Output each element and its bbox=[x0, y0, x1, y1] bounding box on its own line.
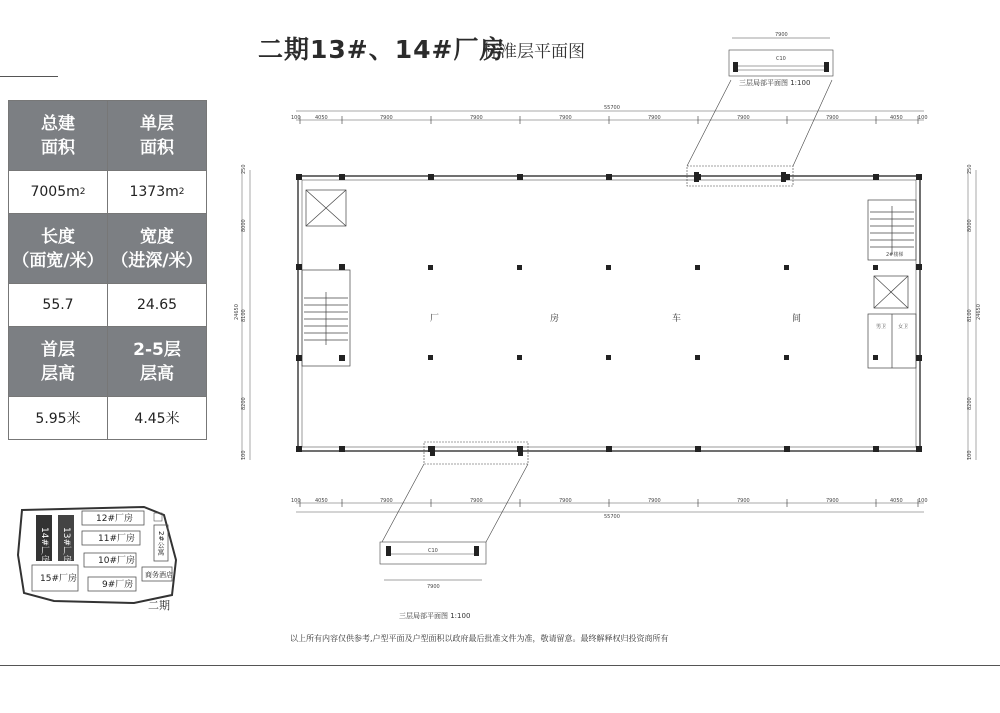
length-value: 55.7 bbox=[9, 284, 107, 326]
bottom-seg-0: 100 bbox=[291, 498, 301, 504]
upper-floor-height-value: 4.45米 bbox=[108, 397, 206, 439]
toilet-label-women: 女卫 bbox=[898, 324, 909, 330]
depth-value: 24.65 bbox=[108, 284, 206, 326]
site-label-12: 12#厂房 bbox=[96, 514, 133, 524]
first-floor-height-value: 5.95米 bbox=[9, 397, 107, 439]
bottom-seg-4: 7900 bbox=[559, 498, 572, 504]
total-area-label: 总建 面积 bbox=[9, 101, 107, 170]
site-label-hotel: 商务酒店 bbox=[145, 571, 173, 579]
left-total-dim: 24650 bbox=[234, 304, 240, 320]
top-seg-5: 7900 bbox=[648, 115, 661, 121]
page-title: 二期13#、14#厂房 bbox=[258, 35, 506, 64]
top-seg-8: 4050 bbox=[890, 115, 903, 121]
phase-label: 二期 bbox=[148, 599, 170, 612]
top-seg-2: 7900 bbox=[380, 115, 393, 121]
zone-char-2: 房 bbox=[550, 314, 560, 324]
top-detail-dim: 7900 bbox=[775, 32, 788, 38]
bottom-detail-callout bbox=[380, 442, 528, 580]
top-detail-small-label: C10 bbox=[776, 56, 786, 62]
disclaimer: 以上所有内容仅供参考,户型平面及户型面积以政府最后批准文件为准，敬请留意。最终解释权归投资商所有 bbox=[290, 634, 669, 643]
bottom-seg-1: 4050 bbox=[315, 498, 328, 504]
bottom-detail-columns bbox=[386, 446, 523, 556]
top-total-dim: 55700 bbox=[604, 105, 620, 111]
top-seg-9: 100 bbox=[918, 115, 928, 121]
right-seg-2: 8100 bbox=[967, 309, 973, 322]
left-core bbox=[302, 190, 350, 366]
bottom-seg-7: 7900 bbox=[826, 498, 839, 504]
floor-area-value: 1373m 2 bbox=[108, 171, 206, 213]
decorative-line bbox=[0, 76, 58, 77]
top-detail-callout bbox=[687, 38, 833, 186]
info-table bbox=[8, 100, 207, 440]
upper-floor-height-label: 2-5层 层高 bbox=[108, 327, 206, 396]
top-seg-3: 7900 bbox=[470, 115, 483, 121]
site-label-14: 14#厂房 bbox=[39, 527, 49, 564]
columns bbox=[296, 174, 922, 452]
bottom-detail-caption: 三层局部平面图 1:100 bbox=[399, 612, 471, 620]
bottom-total-dim: 55700 bbox=[604, 514, 620, 520]
right-seg-1: 8000 bbox=[967, 219, 973, 232]
site-plan bbox=[14, 505, 194, 607]
bottom-detail-dim: 7900 bbox=[427, 584, 440, 590]
site-label-10: 10#厂房 bbox=[98, 556, 135, 566]
top-seg-4: 7900 bbox=[559, 115, 572, 121]
right-seg-0: 250 bbox=[967, 164, 973, 174]
left-seg-4: 100 bbox=[241, 450, 247, 460]
left-seg-3: 8200 bbox=[241, 397, 247, 410]
stair-label: 2#楼梯 bbox=[886, 252, 904, 258]
outer-walls bbox=[298, 176, 920, 451]
top-seg-7: 7900 bbox=[826, 115, 839, 121]
bottom-seg-9: 100 bbox=[918, 498, 928, 504]
right-total-dim: 24650 bbox=[976, 304, 982, 320]
site-label-13: 13#厂房 bbox=[61, 527, 71, 564]
bottom-seg-8: 4050 bbox=[890, 498, 903, 504]
top-seg-6: 7900 bbox=[737, 115, 750, 121]
length-label: 长度 （面宽/米） bbox=[9, 214, 107, 283]
site-label-15: 15#厂房 bbox=[40, 574, 77, 584]
site-label-11: 11#厂房 bbox=[98, 534, 135, 544]
zone-char-3: 车 bbox=[672, 314, 682, 324]
left-seg-2: 8100 bbox=[241, 309, 247, 322]
right-core bbox=[868, 200, 916, 368]
first-floor-height-label: 首层 层高 bbox=[9, 327, 107, 396]
total-area-value: 7005m 2 bbox=[9, 171, 107, 213]
zone-char-4: 间 bbox=[792, 314, 802, 324]
top-seg-1: 4050 bbox=[315, 115, 328, 121]
right-seg-4: 100 bbox=[967, 450, 973, 460]
floor-area-label: 单层 面积 bbox=[108, 101, 206, 170]
toilet-label-men: 男卫 bbox=[876, 324, 887, 330]
site-label-apartment: 2#公寓 bbox=[157, 531, 165, 556]
footer-line bbox=[0, 665, 1000, 666]
bottom-seg-5: 7900 bbox=[648, 498, 661, 504]
top-detail-caption: 三层局部平面图 1:100 bbox=[739, 79, 811, 87]
bottom-seg-3: 7900 bbox=[470, 498, 483, 504]
left-seg-0: 250 bbox=[241, 164, 247, 174]
top-seg-0: 100 bbox=[291, 115, 301, 121]
right-seg-3: 8200 bbox=[967, 397, 973, 410]
site-label-9: 9#厂房 bbox=[102, 580, 134, 590]
left-seg-1: 8000 bbox=[241, 219, 247, 232]
page-subtitle: 标准层平面图 bbox=[483, 42, 585, 62]
bottom-detail-small-label: C10 bbox=[428, 548, 438, 554]
bottom-seg-6: 7900 bbox=[737, 498, 750, 504]
zone-char-1: 厂 bbox=[430, 314, 440, 324]
bottom-seg-2: 7900 bbox=[380, 498, 393, 504]
depth-label: 宽度 （进深/米） bbox=[108, 214, 206, 283]
